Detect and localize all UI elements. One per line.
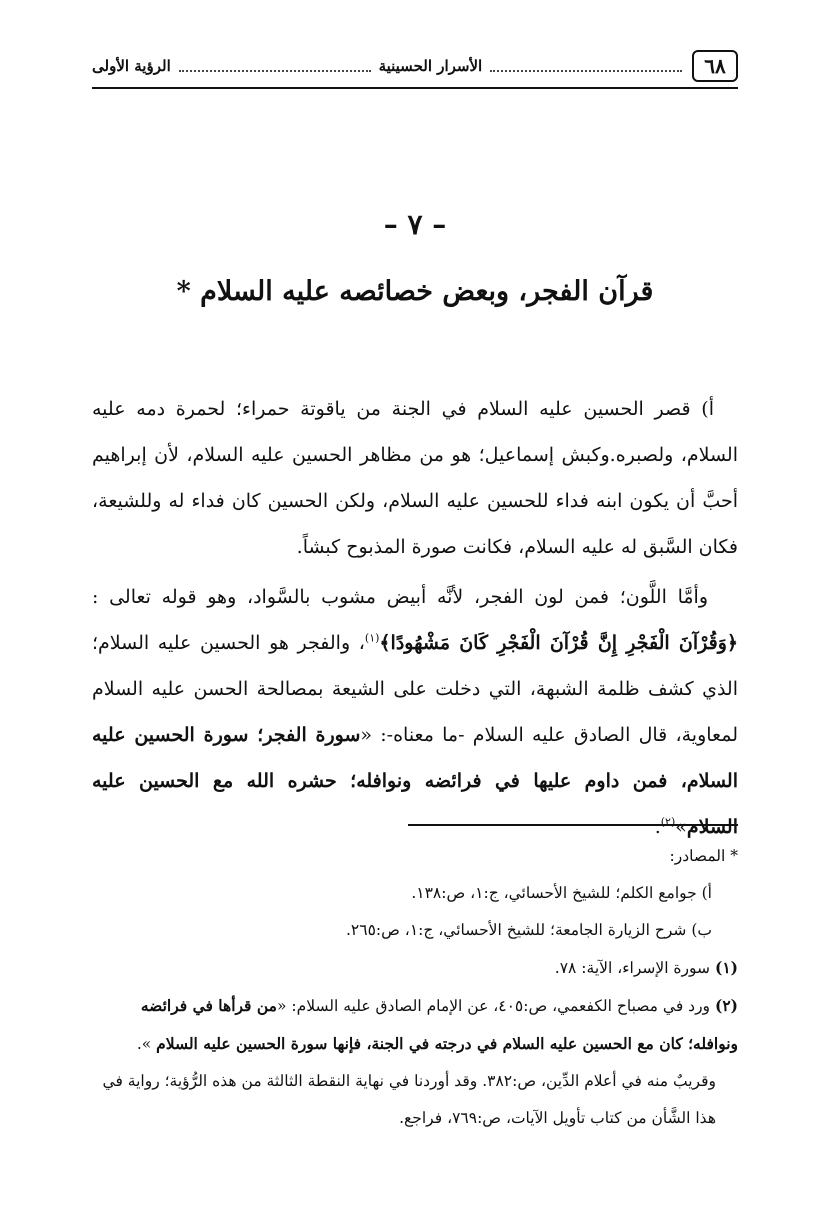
quran-verse: ﴿وَقُرْآنَ الْفَجْرِ إِنَّ قُرْآنَ الْفَجْرِ كَانَ مَشْهُودًا﴾	[379, 632, 738, 654]
section-title: الرؤية الأولى	[92, 57, 171, 75]
paragraph-2-text-a: وأمَّا اللَّون؛ فمن لون الفجر، لأنَّه أبيض مشوب بالسَّواد، وهو قوله تعالى :	[92, 586, 708, 608]
footnote-2-text-b: ».	[136, 1035, 157, 1053]
header-dots	[490, 70, 682, 72]
footnotes	[92, 838, 738, 1137]
paragraph-2-text-b: ، والفجر هو الحسين عليه السلام؛ الذي كشف ظلمة الشبهة، التي دخلت على الشيعة بمصالحة الحسن عليه السلام لمعاوية، قال الصادق عليه السلام -ما معناه-: «	[92, 632, 738, 746]
paragraph-2-text-c: »	[675, 816, 687, 838]
body-text	[92, 386, 738, 854]
footnote-rule	[408, 824, 738, 826]
header-dots	[179, 70, 371, 72]
footnote-2-continued: وقريبٌ منه في أعلام الدِّين، ص:٣٨٢. وقد أوردنا في نهاية النقطة الثالثة من هذه الرُّؤية؛ رواية في هذا الشَّأن من كتاب تأويل الآيات، ص:٧٦٩، فراجع.	[102, 1072, 716, 1127]
paragraph-2-end: .	[654, 816, 661, 838]
footnote-2-text-a: ورد في مصباح الكفعمي، ص:٤٠٥، عن الإمام الصادق عليه السلام: «	[276, 997, 711, 1015]
chapter-number: – ٧ –	[383, 208, 447, 241]
header-rule	[92, 87, 738, 89]
page-number: ٦٨	[692, 50, 738, 82]
chapter-title: قرآن الفجر، وبعض خصائصه عليه السلام *	[176, 276, 654, 307]
paragraph-1: أ) قصر الحسين عليه السلام في الجنة من ياقوتة حمراء؛ لحمرة دمه عليه السلام، ولصبره.وكبش إسماعيل؛ هو من مظاهر الحسين عليه السلام، لأن إبراهيم أحبَّ أن يكون ابنه فداء للحسين عليه السلام، ولكن الحسين كان فداء له وللشيعة، فكان السَّبق له عليه السلام، فكانت صورة المذبوح كبشاً.	[92, 398, 738, 558]
book-title: الأسرار الحسينية	[378, 57, 483, 75]
hadith-quote: سورة الفجر؛ سورة الحسين عليه السلام، فمن داوم عليها في فرائضه ونوافله؛ حشره الله مع الحسين عليه السلام	[92, 724, 738, 838]
footnote-1-number: (١)	[714, 958, 738, 977]
footnote-2-number: (٢)	[714, 996, 738, 1015]
footnote-1-text: سورة الإسراء، الآية: ٧٨.	[554, 959, 711, 977]
footnote-1	[92, 949, 738, 987]
footnote-ref-2[interactable]: (٢)	[660, 815, 676, 829]
footnote-2	[92, 987, 738, 1063]
footnote-source-a: أ) جوامع الكلم؛ للشيخ الأحسائي، ج:١، ص:١٣٨.	[411, 884, 712, 902]
footnote-2-quote: من قرأها في فرائضه ونوافله؛ كان مع الحسين عليه السلام في درجته في الجنة، فإنها سورة الحسين عليه السلام	[140, 996, 738, 1053]
running-header	[92, 54, 682, 78]
page-header	[92, 44, 738, 88]
paragraph-2	[92, 574, 738, 850]
footnote-source-b: ب) شرح الزيارة الجامعة؛ للشيخ الأحسائي، ج:١، ص:٢٦٥.	[345, 921, 712, 939]
footnote-ref-1[interactable]: (١)	[364, 631, 380, 645]
footnote-sources: * المصادر:	[669, 847, 738, 865]
